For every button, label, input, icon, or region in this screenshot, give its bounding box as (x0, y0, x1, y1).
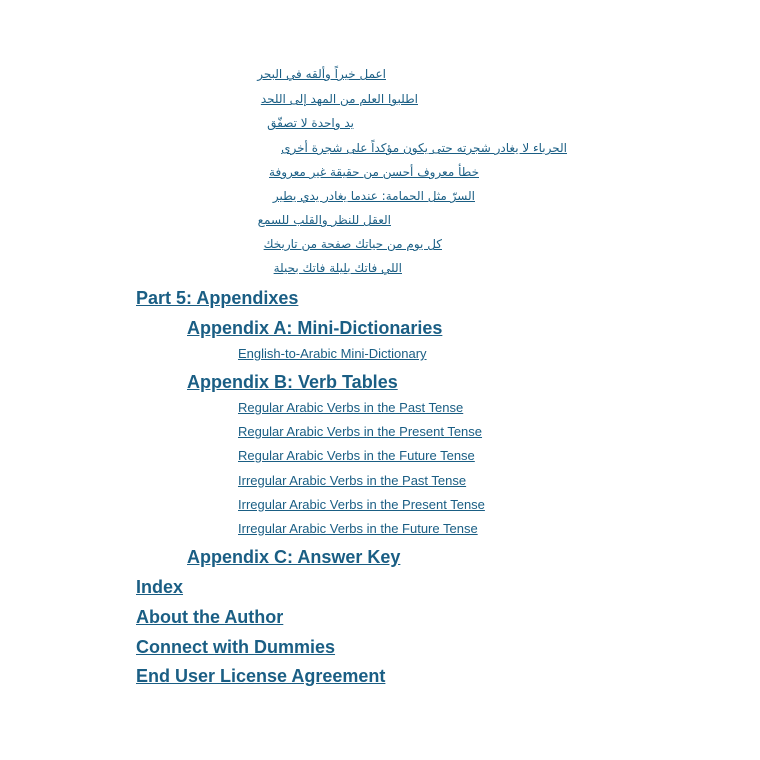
toc-link-appendix-c[interactable]: Appendix C: Answer Key (187, 547, 401, 567)
toc-link-mini-dictionary[interactable]: English-to-Arabic Mini-Dictionary (238, 346, 427, 361)
toc-link-connect-dummies[interactable]: Connect with Dummies (136, 637, 336, 657)
toc-link-irregular-future[interactable]: Irregular Arabic Verbs in the Future Tense (238, 521, 478, 536)
toc-link-proverb-6[interactable]: السرّ مثل الحمامة: عندما يغادر يدي يطير (272, 189, 475, 203)
toc-link-appendix-a[interactable]: Appendix A: Mini-Dictionaries (187, 318, 443, 338)
toc-link-irregular-past[interactable]: Irregular Arabic Verbs in the Past Tense (238, 473, 467, 488)
toc-link-appendix-b[interactable]: Appendix B: Verb Tables (187, 372, 398, 392)
toc-link-proverb-8[interactable]: كل يوم من حياتك صفحة من تاريخك (263, 237, 442, 251)
toc-link-regular-present[interactable]: Regular Arabic Verbs in the Present Tense (238, 424, 483, 439)
toc-link-about-author[interactable]: About the Author (136, 607, 284, 627)
toc-link-proverb-7[interactable]: العقل للنظر والقلب للسمع (257, 213, 391, 227)
toc-link-proverb-2[interactable]: اطلبوا العلم من المهد إلى اللحد (260, 92, 418, 106)
toc-link-proverb-5[interactable]: خطأ معروف أحسن من حقيقة غير معروفة (269, 165, 479, 179)
toc-link-proverb-9[interactable]: اللي فاتك بليلة فاتك بحيلة (273, 261, 402, 275)
toc-link-index[interactable]: Index (136, 577, 184, 597)
toc-link-proverb-4[interactable]: الحرباء لا يغادر شجرته حتى يكون مؤكداً على شجرة أخرى (281, 141, 567, 155)
toc-link-irregular-present[interactable]: Irregular Arabic Verbs in the Present Tense (238, 497, 485, 512)
toc-link-proverb-1[interactable]: اعمل خيراً وألقه في البحر (257, 67, 386, 81)
toc-link-regular-past[interactable]: Regular Arabic Verbs in the Past Tense (238, 400, 464, 415)
toc-link-eula[interactable]: End User License Agreement (136, 666, 386, 686)
toc-link-proverb-3[interactable]: يد واحدة لا تصفّق (267, 116, 354, 130)
toc-link-regular-future[interactable]: Regular Arabic Verbs in the Future Tense (238, 448, 475, 463)
toc-link-part-5[interactable]: Part 5: Appendixes (136, 288, 299, 308)
